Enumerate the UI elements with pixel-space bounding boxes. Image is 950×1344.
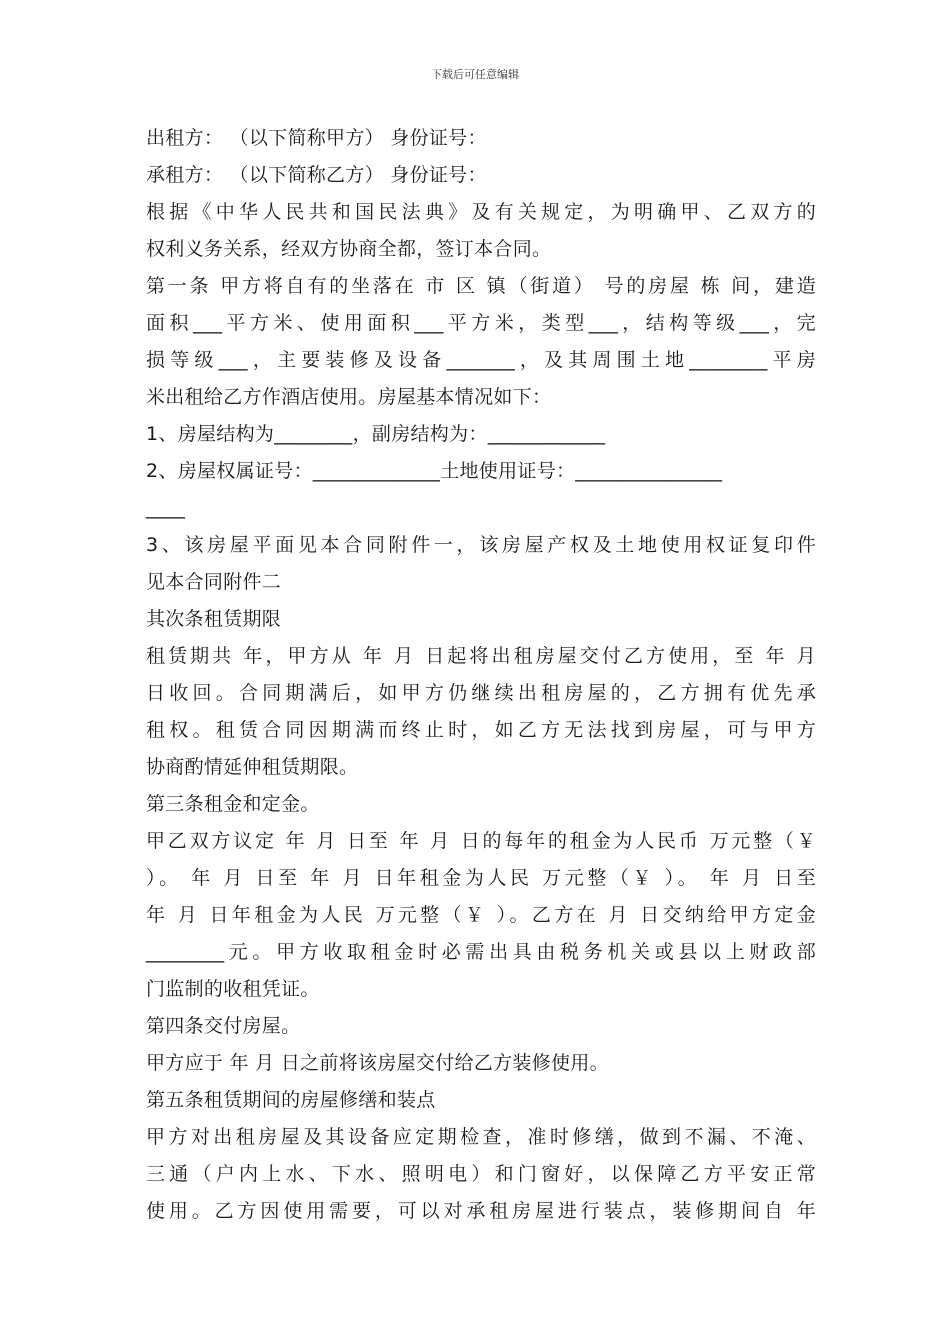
- article-2-heading: 其次条租赁期限: [146, 608, 282, 630]
- attachment-line: 见本合同附件二: [146, 571, 282, 593]
- article-1-line: 损等级___，主要装修及设备_______，及其周围土地________平房: [146, 349, 816, 371]
- page-header-note: 下载后可任意编辑: [431, 68, 519, 81]
- preamble-line: 根据《中华人民共和国民法典》及有关规定，为明确甲、乙双方的: [146, 201, 816, 223]
- article-2-line: 协商酌情延伸租赁期限。: [146, 756, 359, 778]
- ownership-cert-line: 2、房屋权属证号：_____________土地使用证号：_______________: [146, 460, 723, 482]
- lessor-line: 出租方： （以下简称甲方） 身份证号：: [146, 127, 487, 149]
- article-1-line: 第一条 甲方将自有的坐落在 市 区 镇（街道） 号的房屋 栋 间，建造: [146, 275, 816, 297]
- ownership-cert-line: ____: [146, 497, 186, 519]
- article-3-line: ）。 年 月 日至 年 月 日年租金为人民 万元整（￥ ）。 年 月 日至: [146, 867, 816, 889]
- article-3-line: 甲乙双方议定 年 月 日至 年 月 日的每年的租金为人民币 万元整（￥: [146, 830, 816, 852]
- article-5-line: 甲方对出租房屋及其设备应定期检查，准时修缮，做到不漏、不淹、: [146, 1126, 816, 1148]
- article-5-line: 三通（户内上水、下水、照明电）和门窗好，以保障乙方平安正常: [146, 1163, 816, 1185]
- article-4-line: 甲方应于 年 月 日之前将该房屋交付给乙方装修使用。: [146, 1052, 609, 1074]
- article-2-line: 日收回。合同期满后，如甲方仍继续出租房屋的，乙方拥有优先承: [146, 682, 816, 704]
- lessee-line: 承租方： （以下简称乙方） 身份证号：: [146, 164, 487, 186]
- article-3-heading: 第三条租金和定金。: [146, 793, 320, 815]
- document-body: [146, 120, 816, 1230]
- article-4-heading: 第四条交付房屋。: [146, 1015, 301, 1037]
- article-5-line: 使用。乙方因使用需要，可以对承租房屋进行装点，装修期间自 年: [146, 1200, 816, 1222]
- article-3-line: 门监制的收租凭证。: [146, 978, 320, 1000]
- preamble-line: 权利义务关系，经双方协商全都，签订本合同。: [146, 238, 552, 260]
- article-2-line: 租赁期共 年，甲方从 年 月 日起将出租房屋交付乙方使用，至 年 月: [146, 645, 816, 667]
- article-1-line: 面积___平方米、使用面积___平方米，类型___，结构等级___，完: [146, 312, 816, 334]
- attachment-line: 3、该房屋平面见本合同附件一，该房屋产权及土地使用权证复印件: [146, 534, 816, 556]
- article-5-heading: 第五条租赁期间的房屋修缮和装点: [146, 1089, 436, 1111]
- article-1-line: 米出租给乙方作酒店使用。房屋基本情况如下：: [146, 386, 552, 408]
- house-structure-line: 1、房屋结构为________，副房结构为：____________: [146, 423, 606, 445]
- article-3-line: 年 月 日年租金为人民 万元整（￥ ）。乙方在 月 日交纳给甲方定金: [146, 904, 816, 926]
- article-3-line: ________元。甲方收取租金时必需出具由税务机关或县以上财政部: [146, 941, 816, 963]
- article-2-line: 租权。租赁合同因期满而终止时，如乙方无法找到房屋，可与甲方: [146, 719, 816, 741]
